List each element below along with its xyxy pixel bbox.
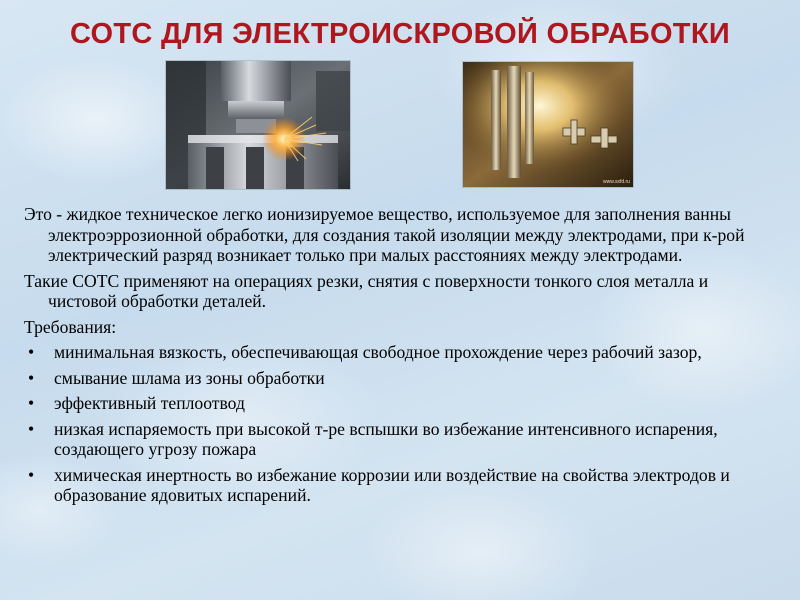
requirement-text: химическая инертность во избежание коррозии или воздействие на свойства электродов и образование ядовитых испарений. xyxy=(54,464,730,505)
bullet-icon: • xyxy=(28,367,35,388)
definition-paragraph: Это - жидкое техническое легко ионизируемое вещество, используемое для заполнения ванны электроэррозионной обработки, для создания такой изоляции между электродами, при к-рой электрический разряд возникает только при малых расстояниях между электродами. xyxy=(24,204,745,265)
machining-photo xyxy=(166,61,350,189)
bullet-icon: • xyxy=(28,418,35,439)
requirements-label: Требования: xyxy=(24,316,117,337)
requirements-list xyxy=(24,342,776,506)
requirement-text: эффективный теплоотвод xyxy=(54,393,245,413)
requirement-item xyxy=(24,465,776,506)
slide-title: СОТС ДЛЯ ЭЛЕКТРОИСКРОВОЙ ОБРАБОТКИ xyxy=(70,18,730,50)
requirement-item xyxy=(24,342,776,363)
photo-watermark: www.sxfd.ru xyxy=(603,179,630,185)
bullet-icon: • xyxy=(28,342,35,362)
slide-body xyxy=(24,204,776,511)
requirement-text: смывание шлама из зоны обработки xyxy=(54,367,325,388)
requirement-item xyxy=(24,419,776,460)
requirement-text: минимальная вязкость, обеспечивающая свободное прохождение через рабочий зазор, xyxy=(54,342,702,362)
machining-photo-graphic xyxy=(166,61,350,189)
bullet-icon: • xyxy=(28,393,35,413)
usage-paragraph: Такие СОТС применяют на операциях резки, снятия с поверхности тонкого слоя металла и чистовой обработки деталей. xyxy=(24,270,709,311)
spark-erosion-photo-graphic xyxy=(463,62,633,187)
bullet-icon: • xyxy=(28,464,35,485)
spark-erosion-photo xyxy=(463,62,633,187)
requirement-text: низкая испаряемость при высокой т-ре вспышки во избежание интенсивного испарения, создающего угрозу пожара xyxy=(54,418,718,459)
requirement-item xyxy=(24,368,776,389)
requirement-item xyxy=(24,393,776,414)
